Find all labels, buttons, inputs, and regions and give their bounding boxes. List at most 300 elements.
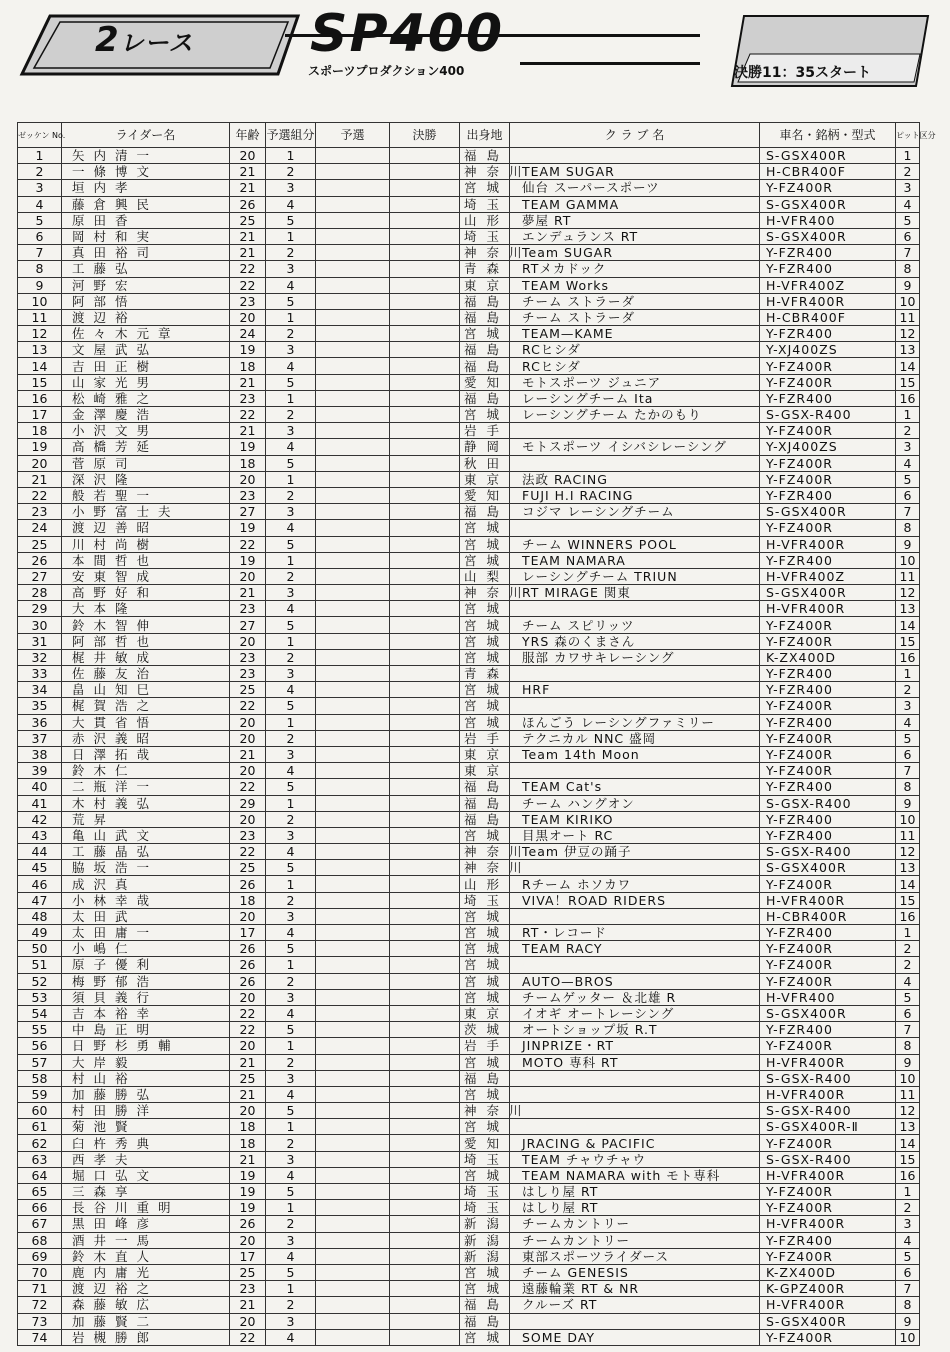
cell-origin: 宮城 bbox=[460, 1329, 510, 1345]
table-row bbox=[18, 552, 920, 568]
cell-final bbox=[390, 1232, 460, 1248]
cell-group: 2 bbox=[266, 407, 316, 423]
race-label: 2レース bbox=[95, 20, 194, 60]
cell-origin: 神奈川 bbox=[460, 860, 510, 876]
cell-rider-name: 小嶋仁 bbox=[62, 941, 230, 957]
cell-zekken: 53 bbox=[18, 989, 62, 1005]
cell-age: 21 bbox=[230, 585, 266, 601]
cell-club: ほんごう レーシングファミリー bbox=[510, 714, 760, 730]
cell-qualifying bbox=[316, 390, 390, 406]
cell-zekken: 16 bbox=[18, 390, 62, 406]
cell-bike: Y-FZ400R bbox=[760, 698, 896, 714]
cell-origin: 山形 bbox=[460, 212, 510, 228]
cell-rider-name: 岩槻勝郎 bbox=[62, 1329, 230, 1345]
cell-final bbox=[390, 309, 460, 325]
cell-rider-name: 大本隆 bbox=[62, 601, 230, 617]
cell-qualifying bbox=[316, 892, 390, 908]
cell-origin: 宮城 bbox=[460, 601, 510, 617]
cell-pit: 11 bbox=[896, 568, 920, 584]
cell-rider-name: 深沢隆 bbox=[62, 471, 230, 487]
table-row bbox=[18, 358, 920, 374]
cell-bike: Y-FZR400 bbox=[760, 682, 896, 698]
cell-rider-name: 太田武 bbox=[62, 908, 230, 924]
cell-origin: 福島 bbox=[460, 779, 510, 795]
cell-rider-name: 臼杵秀典 bbox=[62, 1135, 230, 1151]
table-row bbox=[18, 844, 920, 860]
table-row bbox=[18, 212, 920, 228]
cell-group: 2 bbox=[266, 164, 316, 180]
cell-age: 22 bbox=[230, 1329, 266, 1345]
cell-final bbox=[390, 228, 460, 244]
cell-origin: 愛知 bbox=[460, 374, 510, 390]
cell-qualifying bbox=[316, 957, 390, 973]
cell-qualifying bbox=[316, 827, 390, 843]
cell-rider-name: 鈴木仁 bbox=[62, 763, 230, 779]
cell-bike: K-ZX400D bbox=[760, 649, 896, 665]
cell-pit: 15 bbox=[896, 633, 920, 649]
cell-pit: 11 bbox=[896, 309, 920, 325]
cell-origin: 岩手 bbox=[460, 1038, 510, 1054]
cell-origin: 山梨 bbox=[460, 568, 510, 584]
cell-group: 1 bbox=[266, 1200, 316, 1216]
cell-origin: 東京 bbox=[460, 1005, 510, 1021]
cell-qualifying bbox=[316, 1119, 390, 1135]
cell-zekken: 10 bbox=[18, 293, 62, 309]
cell-bike: Y-FZ400R bbox=[760, 1184, 896, 1200]
cell-age: 23 bbox=[230, 649, 266, 665]
cell-pit: 3 bbox=[896, 1216, 920, 1232]
cell-rider-name: 村田勝洋 bbox=[62, 1103, 230, 1119]
cell-origin: 福島 bbox=[460, 342, 510, 358]
cell-zekken: 62 bbox=[18, 1135, 62, 1151]
cell-origin: 埼玉 bbox=[460, 196, 510, 212]
cell-group: 5 bbox=[266, 941, 316, 957]
cell-club: オートショップ坂 R.T bbox=[510, 1022, 760, 1038]
table-header-row bbox=[18, 123, 920, 148]
cell-pit: 11 bbox=[896, 827, 920, 843]
cell-club: TEAM SUGAR bbox=[510, 164, 760, 180]
cell-final bbox=[390, 649, 460, 665]
table-row bbox=[18, 342, 920, 358]
cell-qualifying bbox=[316, 1005, 390, 1021]
cell-qualifying bbox=[316, 1313, 390, 1329]
cell-qualifying bbox=[316, 989, 390, 1005]
cell-group: 3 bbox=[266, 827, 316, 843]
cell-bike: S-GSX400R bbox=[760, 228, 896, 244]
cell-qualifying bbox=[316, 439, 390, 455]
cell-club bbox=[510, 1119, 760, 1135]
cell-club: MOTO 専科 RT bbox=[510, 1054, 760, 1070]
cell-pit: 12 bbox=[896, 1103, 920, 1119]
cell-age: 23 bbox=[230, 827, 266, 843]
cell-final bbox=[390, 520, 460, 536]
cell-club: TEAM KIRIKO bbox=[510, 811, 760, 827]
cell-group: 2 bbox=[266, 1297, 316, 1313]
cell-bike: Y-FZ400R bbox=[760, 973, 896, 989]
cell-qualifying bbox=[316, 666, 390, 682]
cell-qualifying bbox=[316, 1216, 390, 1232]
col-bike: 車名・銘柄・型式 bbox=[760, 123, 896, 148]
cell-zekken: 30 bbox=[18, 617, 62, 633]
cell-origin: 福島 bbox=[460, 1297, 510, 1313]
cell-qualifying bbox=[316, 1297, 390, 1313]
cell-club: TEAM NAMARA bbox=[510, 552, 760, 568]
cell-rider-name: 畠山知巳 bbox=[62, 682, 230, 698]
cell-age: 23 bbox=[230, 487, 266, 503]
cell-bike: Y-FZR400 bbox=[760, 811, 896, 827]
cell-group: 5 bbox=[266, 536, 316, 552]
cell-age: 26 bbox=[230, 1216, 266, 1232]
cell-club: 服部 カワサキレーシング bbox=[510, 649, 760, 665]
cell-club bbox=[510, 601, 760, 617]
cell-zekken: 65 bbox=[18, 1184, 62, 1200]
cell-zekken: 6 bbox=[18, 228, 62, 244]
cell-group: 3 bbox=[266, 1070, 316, 1086]
cell-pit: 2 bbox=[896, 941, 920, 957]
cell-pit: 2 bbox=[896, 1200, 920, 1216]
cell-qualifying bbox=[316, 941, 390, 957]
cell-pit: 9 bbox=[896, 795, 920, 811]
cell-final bbox=[390, 1070, 460, 1086]
cell-group: 2 bbox=[266, 730, 316, 746]
cell-final bbox=[390, 536, 460, 552]
cell-pit: 13 bbox=[896, 860, 920, 876]
cell-group: 2 bbox=[266, 811, 316, 827]
cell-qualifying bbox=[316, 860, 390, 876]
cell-final bbox=[390, 989, 460, 1005]
cell-zekken: 24 bbox=[18, 520, 62, 536]
cell-rider-name: 大貫省悟 bbox=[62, 714, 230, 730]
cell-qualifying bbox=[316, 682, 390, 698]
cell-zekken: 73 bbox=[18, 1313, 62, 1329]
cell-rider-name: 矢内清一 bbox=[62, 148, 230, 164]
cell-club: RT・レコード bbox=[510, 925, 760, 941]
cell-age: 18 bbox=[230, 1135, 266, 1151]
cell-group: 5 bbox=[266, 212, 316, 228]
table-row bbox=[18, 957, 920, 973]
cell-bike: Y-FZ400R bbox=[760, 746, 896, 762]
cell-age: 22 bbox=[230, 1005, 266, 1021]
cell-final bbox=[390, 407, 460, 423]
cell-zekken: 32 bbox=[18, 649, 62, 665]
cell-age: 20 bbox=[230, 730, 266, 746]
cell-zekken: 17 bbox=[18, 407, 62, 423]
cell-qualifying bbox=[316, 552, 390, 568]
cell-group: 1 bbox=[266, 714, 316, 730]
cell-club: JRACING & PACIFIC bbox=[510, 1135, 760, 1151]
cell-origin: 宮城 bbox=[460, 1264, 510, 1280]
table-row bbox=[18, 1281, 920, 1297]
cell-age: 22 bbox=[230, 844, 266, 860]
cell-origin: 愛知 bbox=[460, 1135, 510, 1151]
cell-pit: 4 bbox=[896, 1232, 920, 1248]
cell-group: 3 bbox=[266, 585, 316, 601]
table-row bbox=[18, 746, 920, 762]
cell-final bbox=[390, 957, 460, 973]
cell-group: 4 bbox=[266, 358, 316, 374]
cell-age: 23 bbox=[230, 293, 266, 309]
cell-rider-name: 一條博文 bbox=[62, 164, 230, 180]
cell-club: エンデュランス RT bbox=[510, 228, 760, 244]
cell-age: 25 bbox=[230, 212, 266, 228]
cell-club: 法政 RACING bbox=[510, 471, 760, 487]
cell-age: 17 bbox=[230, 925, 266, 941]
cell-rider-name: 安東智成 bbox=[62, 568, 230, 584]
cell-age: 20 bbox=[230, 633, 266, 649]
cell-pit: 1 bbox=[896, 148, 920, 164]
cell-final bbox=[390, 439, 460, 455]
cell-zekken: 54 bbox=[18, 1005, 62, 1021]
cell-qualifying bbox=[316, 585, 390, 601]
cell-rider-name: 梶井敏成 bbox=[62, 649, 230, 665]
cell-zekken: 52 bbox=[18, 973, 62, 989]
cell-group: 1 bbox=[266, 471, 316, 487]
cell-group: 3 bbox=[266, 423, 316, 439]
cell-rider-name: 木村義弘 bbox=[62, 795, 230, 811]
cell-qualifying bbox=[316, 617, 390, 633]
cell-group: 3 bbox=[266, 666, 316, 682]
cell-origin: 神奈川 bbox=[460, 585, 510, 601]
cell-origin: 青森 bbox=[460, 261, 510, 277]
table-row bbox=[18, 1135, 920, 1151]
cell-final bbox=[390, 763, 460, 779]
cell-group: 4 bbox=[266, 277, 316, 293]
cell-club: YRS 森のくまさん bbox=[510, 633, 760, 649]
cell-zekken: 14 bbox=[18, 358, 62, 374]
cell-age: 20 bbox=[230, 763, 266, 779]
cell-group: 4 bbox=[266, 520, 316, 536]
cell-rider-name: 鈴木智伸 bbox=[62, 617, 230, 633]
table-row bbox=[18, 698, 920, 714]
cell-origin: 東京 bbox=[460, 746, 510, 762]
cell-group: 3 bbox=[266, 989, 316, 1005]
cell-pit: 16 bbox=[896, 1167, 920, 1183]
cell-group: 1 bbox=[266, 552, 316, 568]
cell-zekken: 69 bbox=[18, 1248, 62, 1264]
cell-age: 23 bbox=[230, 1281, 266, 1297]
cell-origin: 福島 bbox=[460, 293, 510, 309]
cell-rider-name: 垣内孝 bbox=[62, 180, 230, 196]
cell-club: Team SUGAR bbox=[510, 245, 760, 261]
cell-group: 5 bbox=[266, 1103, 316, 1119]
cell-pit: 3 bbox=[896, 439, 920, 455]
cell-zekken: 19 bbox=[18, 439, 62, 455]
cell-bike: Y-FZR400 bbox=[760, 487, 896, 503]
cell-age: 21 bbox=[230, 245, 266, 261]
table-row bbox=[18, 682, 920, 698]
cell-qualifying bbox=[316, 1022, 390, 1038]
cell-pit: 4 bbox=[896, 455, 920, 471]
cell-pit: 7 bbox=[896, 1022, 920, 1038]
cell-bike: Y-FZ400R bbox=[760, 471, 896, 487]
cell-age: 21 bbox=[230, 423, 266, 439]
cell-club: 東部スポーツライダース bbox=[510, 1248, 760, 1264]
cell-age: 29 bbox=[230, 795, 266, 811]
cell-age: 19 bbox=[230, 1184, 266, 1200]
cell-rider-name: 藤倉興民 bbox=[62, 196, 230, 212]
cell-zekken: 36 bbox=[18, 714, 62, 730]
cell-pit: 6 bbox=[896, 1264, 920, 1280]
cell-qualifying bbox=[316, 698, 390, 714]
cell-club: 目黒オート RC bbox=[510, 827, 760, 843]
cell-qualifying bbox=[316, 633, 390, 649]
cell-rider-name: 菊池賢 bbox=[62, 1119, 230, 1135]
cell-pit: 7 bbox=[896, 245, 920, 261]
entry-list-table bbox=[17, 122, 936, 1346]
cell-age: 23 bbox=[230, 390, 266, 406]
cell-group: 5 bbox=[266, 698, 316, 714]
cell-age: 25 bbox=[230, 860, 266, 876]
table-row bbox=[18, 309, 920, 325]
cell-zekken: 20 bbox=[18, 455, 62, 471]
cell-bike: Y-FZR400 bbox=[760, 261, 896, 277]
cell-bike: S-GSX-R400 bbox=[760, 1070, 896, 1086]
table-row bbox=[18, 164, 920, 180]
cell-final bbox=[390, 1313, 460, 1329]
cell-age: 20 bbox=[230, 811, 266, 827]
cell-bike: S-GSX400R bbox=[760, 148, 896, 164]
cell-pit: 9 bbox=[896, 277, 920, 293]
cell-pit: 6 bbox=[896, 487, 920, 503]
cell-club: モトスポーツ ジュニア bbox=[510, 374, 760, 390]
cell-group: 2 bbox=[266, 1054, 316, 1070]
cell-qualifying bbox=[316, 1200, 390, 1216]
cell-pit: 2 bbox=[896, 423, 920, 439]
cell-zekken: 38 bbox=[18, 746, 62, 762]
cell-bike: Y-FZ400R bbox=[760, 617, 896, 633]
cell-bike: S-GSX-R400 bbox=[760, 1151, 896, 1167]
cell-age: 20 bbox=[230, 148, 266, 164]
cell-bike: Y-FZR400 bbox=[760, 666, 896, 682]
cell-final bbox=[390, 358, 460, 374]
cell-club: モトスポーツ イシバシレーシング bbox=[510, 439, 760, 455]
cell-final bbox=[390, 714, 460, 730]
cell-pit: 15 bbox=[896, 374, 920, 390]
cell-final bbox=[390, 390, 460, 406]
cell-club bbox=[510, 908, 760, 924]
cell-pit: 14 bbox=[896, 358, 920, 374]
cell-group: 5 bbox=[266, 617, 316, 633]
cell-bike: Y-FZ400R bbox=[760, 358, 896, 374]
cell-origin: 宮城 bbox=[460, 908, 510, 924]
cell-bike: Y-FZ400R bbox=[760, 1200, 896, 1216]
table-row bbox=[18, 390, 920, 406]
cell-age: 18 bbox=[230, 1119, 266, 1135]
cell-rider-name: 村山裕 bbox=[62, 1070, 230, 1086]
table-body bbox=[18, 148, 920, 1346]
cell-club: RT MIRAGE 関東 bbox=[510, 585, 760, 601]
cell-qualifying bbox=[316, 779, 390, 795]
cell-qualifying bbox=[316, 228, 390, 244]
cell-bike: H-CBR400F bbox=[760, 309, 896, 325]
cell-zekken: 9 bbox=[18, 277, 62, 293]
cell-origin: 宮城 bbox=[460, 682, 510, 698]
table-row bbox=[18, 1038, 920, 1054]
cell-final bbox=[390, 293, 460, 309]
cell-group: 2 bbox=[266, 568, 316, 584]
cell-pit: 12 bbox=[896, 326, 920, 342]
table-row bbox=[18, 601, 920, 617]
cell-origin: 神奈川 bbox=[460, 1103, 510, 1119]
cell-club: チーム GENESIS bbox=[510, 1264, 760, 1280]
cell-qualifying bbox=[316, 148, 390, 164]
cell-pit: 15 bbox=[896, 1151, 920, 1167]
table-row bbox=[18, 1103, 920, 1119]
cell-age: 26 bbox=[230, 941, 266, 957]
cell-final bbox=[390, 1264, 460, 1280]
cell-pit: 4 bbox=[896, 973, 920, 989]
cell-club: チーム WINNERS POOL bbox=[510, 536, 760, 552]
cell-rider-name: 小沢文男 bbox=[62, 423, 230, 439]
cell-group: 3 bbox=[266, 908, 316, 924]
cell-group: 5 bbox=[266, 860, 316, 876]
cell-final bbox=[390, 633, 460, 649]
cell-origin: 宮城 bbox=[460, 520, 510, 536]
cell-bike: S-GSX400R bbox=[760, 860, 896, 876]
cell-origin: 福島 bbox=[460, 1070, 510, 1086]
cell-qualifying bbox=[316, 536, 390, 552]
cell-rider-name: 堀口弘文 bbox=[62, 1167, 230, 1183]
cell-bike: H-VFR400R bbox=[760, 1054, 896, 1070]
cell-final bbox=[390, 779, 460, 795]
cell-bike: Y-FZ400R bbox=[760, 520, 896, 536]
cell-zekken: 58 bbox=[18, 1070, 62, 1086]
cell-qualifying bbox=[316, 471, 390, 487]
cell-club bbox=[510, 1070, 760, 1086]
cell-group: 4 bbox=[266, 925, 316, 941]
table-row bbox=[18, 617, 920, 633]
cell-rider-name: 日澤拓哉 bbox=[62, 746, 230, 762]
cell-rider-name: 高野好和 bbox=[62, 585, 230, 601]
cell-age: 20 bbox=[230, 1232, 266, 1248]
cell-zekken: 61 bbox=[18, 1119, 62, 1135]
cell-club: RTメカドック bbox=[510, 261, 760, 277]
cell-rider-name: 鈴木直人 bbox=[62, 1248, 230, 1264]
cell-age: 21 bbox=[230, 180, 266, 196]
cell-zekken: 57 bbox=[18, 1054, 62, 1070]
cell-age: 19 bbox=[230, 342, 266, 358]
cell-bike: Y-FZR400 bbox=[760, 1022, 896, 1038]
table-row bbox=[18, 1151, 920, 1167]
cell-pit: 7 bbox=[896, 1281, 920, 1297]
cell-rider-name: 菅原司 bbox=[62, 455, 230, 471]
cell-qualifying bbox=[316, 811, 390, 827]
cell-origin: 宮城 bbox=[460, 1119, 510, 1135]
cell-pit: 6 bbox=[896, 746, 920, 762]
cell-age: 21 bbox=[230, 1054, 266, 1070]
cell-age: 20 bbox=[230, 1038, 266, 1054]
cell-zekken: 74 bbox=[18, 1329, 62, 1345]
cell-origin: 宮城 bbox=[460, 180, 510, 196]
cell-age: 21 bbox=[230, 1151, 266, 1167]
cell-final bbox=[390, 148, 460, 164]
table-row bbox=[18, 148, 920, 164]
cell-rider-name: 太田庸一 bbox=[62, 925, 230, 941]
cell-qualifying bbox=[316, 730, 390, 746]
cell-zekken: 45 bbox=[18, 860, 62, 876]
cell-qualifying bbox=[316, 1054, 390, 1070]
cell-origin: 埼玉 bbox=[460, 892, 510, 908]
cell-club: FUJI H.I RACING bbox=[510, 487, 760, 503]
cell-group: 3 bbox=[266, 261, 316, 277]
table-row bbox=[18, 1022, 920, 1038]
cell-age: 25 bbox=[230, 1264, 266, 1280]
cell-qualifying bbox=[316, 763, 390, 779]
col-group: 予選組分 bbox=[266, 123, 316, 148]
cell-qualifying bbox=[316, 407, 390, 423]
cell-bike: Y-FZ400R bbox=[760, 957, 896, 973]
cell-age: 20 bbox=[230, 908, 266, 924]
